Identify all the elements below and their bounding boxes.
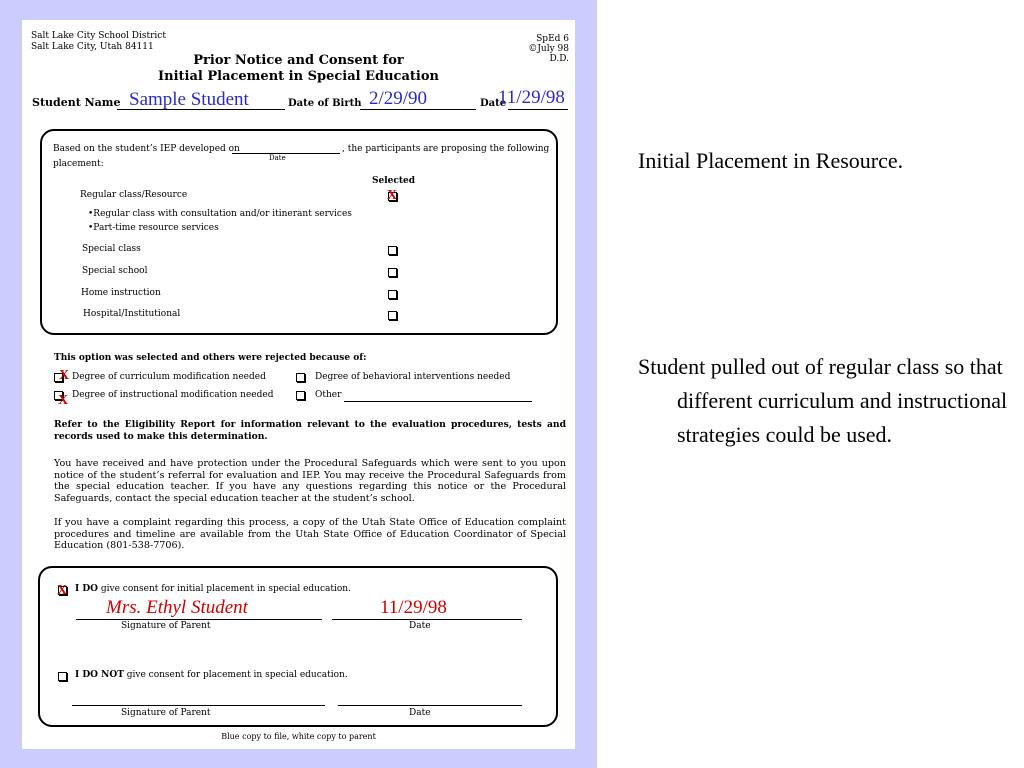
checkbox-special-class[interactable] <box>388 246 397 255</box>
placement-intro-a: Based on the student’s IEP developed on <box>53 144 240 154</box>
form-footer: Blue copy to file, white copy to parent <box>221 732 376 741</box>
option-bullet-part-time: •Part-time resource services <box>88 223 219 233</box>
x-mark-give-consent: X <box>57 583 68 598</box>
parent-signature-value[interactable]: Mrs. Ethyl Student <box>106 597 248 618</box>
iep-date-line <box>232 153 340 154</box>
form-title-line2: Initial Placement in Special Education <box>158 69 439 84</box>
date-line-2 <box>338 705 522 706</box>
signature-caption-2: Signature of Parent <box>121 708 211 718</box>
date-value[interactable]: 11/29/98 <box>498 87 565 108</box>
form-title-line1: Prior Notice and Consent for <box>193 53 404 68</box>
option-special-class: Special class <box>82 244 141 254</box>
district-name: Salt Lake City School District <box>31 31 166 41</box>
x-mark-regular-resource: X <box>387 188 398 203</box>
option-bullet-consultation: •Regular class with consultation and/or itinerant services <box>88 209 352 219</box>
date-line-1 <box>332 619 522 620</box>
note-initial-placement: Initial Placement in Resource. <box>638 148 904 173</box>
dob-value[interactable]: 2/29/90 <box>369 88 428 109</box>
form-copyright-date: ©July 98 <box>528 44 569 54</box>
placement-intro-b: , the participants are proposing the following <box>342 144 550 154</box>
student-name-label: Student Name <box>32 96 121 109</box>
x-mark-curriculum: X <box>59 368 70 383</box>
reason-instructional: Degree of instructional modification needed <box>72 390 274 400</box>
signature-line-2 <box>72 705 325 706</box>
reasons-heading: This option was selected and others were rejected because of: <box>54 353 367 363</box>
checkbox-home-instruction[interactable] <box>388 290 397 299</box>
district-address: Salt Lake City, Utah 84111 <box>31 42 154 52</box>
dob-label: Date of Birth <box>288 98 362 109</box>
date-caption-2: Date <box>409 708 431 718</box>
give-consent-rest: give consent for initial placement in special education. <box>98 584 351 594</box>
signature-line-1 <box>76 619 322 620</box>
option-hospital: Hospital/Institutional <box>83 309 181 319</box>
form-code: SpEd 6 <box>536 34 569 44</box>
date-label: Date <box>480 98 507 109</box>
checkbox-deny-consent[interactable] <box>58 672 67 681</box>
give-consent-statement <box>75 584 351 594</box>
note-pulled-out: Student pulled out of regular class so that different curriculum and instructional strategies could be used. <box>638 354 1008 447</box>
checkbox-special-school[interactable] <box>388 268 397 277</box>
reason-other: Other <box>315 390 342 400</box>
safeguards-paragraph: You have received and have protection under the Procedural Safeguards which were sent to you upon notice of the student’s referral for evaluation and IEP. You may receive the Procedural Safeguards from the special education teacher. If you have any questions regarding this notice or the Procedural Safeguards, contact the special education teacher at the student’s school. <box>54 458 566 504</box>
deny-consent-bold: I DO NOT <box>75 670 124 680</box>
selected-column-header: Selected <box>372 176 416 186</box>
date-line <box>508 109 568 110</box>
checkbox-hospital[interactable] <box>388 311 397 320</box>
iep-date-caption: Date <box>269 154 286 162</box>
refer-paragraph: Refer to the Eligibility Report for information relevant to the evaluation procedures, tests and records used to make this determination. <box>54 419 566 442</box>
consent-form-document <box>22 20 575 749</box>
deny-consent-rest: give consent for placement in special education. <box>123 670 348 680</box>
reason-curriculum: Degree of curriculum modification needed <box>72 372 266 382</box>
option-regular-resource: Regular class/Resource <box>80 190 188 200</box>
consent-date-value[interactable]: 11/29/98 <box>380 597 447 618</box>
checkbox-behavioral[interactable] <box>296 373 305 382</box>
date-caption-1: Date <box>409 621 431 631</box>
signature-caption-1: Signature of Parent <box>121 621 211 631</box>
x-mark-instructional: X <box>58 393 69 408</box>
form-initials: D.D. <box>549 54 569 64</box>
option-home-instruction: Home instruction <box>81 288 161 298</box>
complaint-paragraph: If you have a complaint regarding this process, a copy of the Utah State Office of Education complaint procedures and timeline are available from the Utah State Office of Education Coordinator of Special Education (801-538-7706). <box>54 517 566 551</box>
placement-intro-c: placement: <box>53 159 104 169</box>
student-name-value[interactable]: Sample Student <box>129 89 249 110</box>
checkbox-other[interactable] <box>296 391 305 400</box>
other-line <box>344 401 532 402</box>
reason-behavioral: Degree of behavioral interventions needed <box>315 372 511 382</box>
option-special-school: Special school <box>82 266 148 276</box>
deny-consent-statement <box>75 670 348 680</box>
give-consent-bold: I DO <box>75 584 98 594</box>
